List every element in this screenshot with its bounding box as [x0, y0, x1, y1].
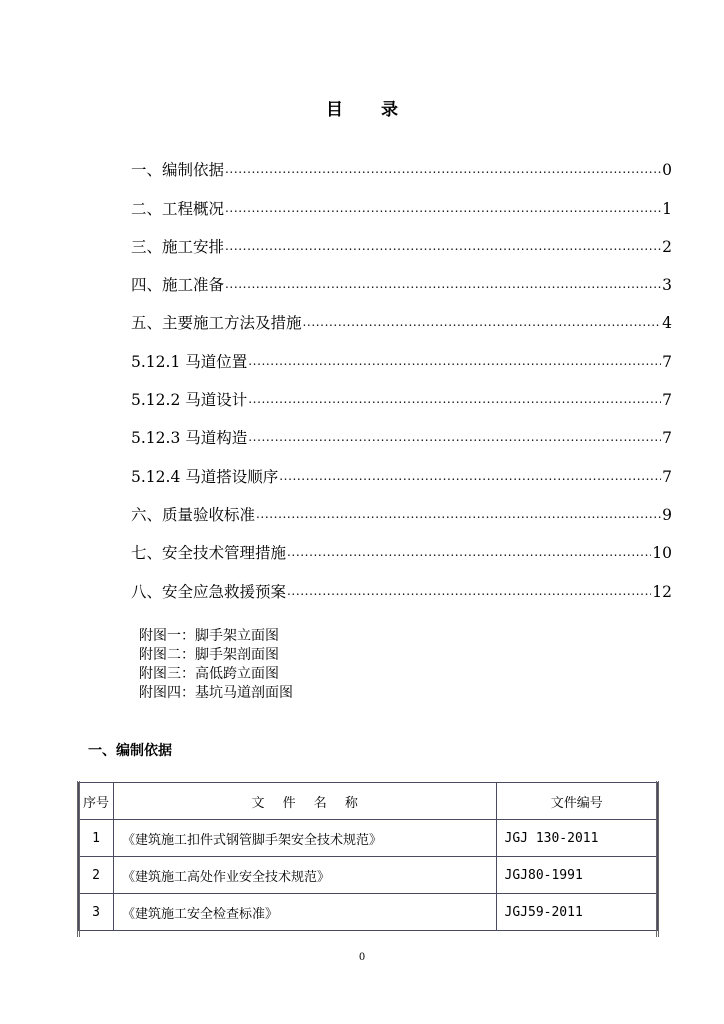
header-name: 文 件 名 称: [113, 783, 496, 820]
toc-entry[interactable]: [131, 142, 672, 180]
toc-entry[interactable]: [131, 219, 672, 257]
section-heading: 一、编制依据: [88, 743, 172, 759]
toc-entry-label: 五、主要施工方法及措施: [131, 314, 302, 333]
toc-entry[interactable]: [131, 563, 672, 601]
toc-entry-label: 5.12.4 马道搭设顺序: [131, 467, 279, 486]
appendix-item: 附图一：脚手架立面图: [139, 628, 279, 644]
toc-leader-dots: [256, 506, 661, 522]
toc-entry-page: 2: [662, 237, 672, 256]
toc-entry-page: 12: [652, 582, 672, 601]
appendix-list: [139, 627, 293, 703]
toc-entry[interactable]: [131, 487, 672, 525]
toc-leader-dots: [248, 391, 661, 407]
cell-no: 1: [79, 820, 114, 857]
toc-entry-label: 5.12.2 马道设计: [131, 391, 248, 410]
cell-name: 《建筑施工扣件式钢管脚手架安全技术规范》: [113, 820, 496, 857]
toc-entry-page: 3: [662, 276, 672, 295]
cell-code: JGJ80-1991: [496, 857, 657, 894]
toc-entry-page: 7: [662, 391, 672, 410]
toc-entry-page: 1: [662, 199, 672, 218]
toc-entry-label: 七、安全技术管理措施: [131, 544, 287, 563]
toc-leader-dots: [287, 583, 651, 599]
cell-code: JGJ 130-2011: [496, 820, 657, 857]
toc-entry[interactable]: [131, 333, 672, 371]
toc-entry-page: 7: [662, 429, 672, 448]
page-number: 0: [358, 952, 366, 963]
toc-entry-label: 5.12.3 马道构造: [131, 429, 248, 448]
toc-entry-label: 5.12.1 马道位置: [131, 352, 248, 371]
toc-title-char-1: 目: [326, 100, 343, 120]
toc-leader-dots: [287, 544, 651, 560]
cell-name: 《建筑施工高处作业安全技术规范》: [113, 857, 496, 894]
toc-entry-label: 二、工程概况: [131, 199, 225, 218]
toc-entry-label: 一、编制依据: [131, 161, 225, 180]
toc-entry-page: 10: [652, 544, 672, 563]
toc-title-char-2: 录: [381, 100, 398, 120]
toc-entry-label: 三、施工安排: [131, 237, 225, 256]
toc-entry[interactable]: [131, 448, 672, 486]
toc-leader-dots: [248, 353, 661, 369]
appendix-item: 附图二：脚手架剖面图: [139, 647, 279, 663]
toc-entry-page: 7: [662, 352, 672, 371]
table-row: [79, 894, 658, 931]
toc-entry-page: 9: [662, 505, 672, 524]
toc-entry[interactable]: [131, 180, 672, 218]
toc-entry[interactable]: [131, 410, 672, 448]
toc-leader-dots: [225, 238, 661, 254]
toc-entry[interactable]: [131, 525, 672, 563]
toc-entry-page: 7: [662, 467, 672, 486]
cell-no: 2: [79, 857, 114, 894]
toc-leader-dots: [279, 468, 661, 484]
toc-entry-label: 八、安全应急救援预案: [131, 582, 287, 601]
header-no: 序号: [79, 783, 114, 820]
toc-entry-label: 六、质量验收标准: [131, 505, 256, 524]
toc-leader-dots: [303, 314, 662, 330]
appendix-item: 附图三：高低跨立面图: [139, 666, 279, 682]
toc-leader-dots: [248, 429, 661, 445]
toc-leader-dots: [225, 200, 661, 216]
toc-entry[interactable]: [131, 295, 672, 333]
cell-name: 《建筑施工安全检查标准》: [113, 894, 496, 931]
reference-documents-table: [78, 782, 658, 931]
table-row: [79, 820, 658, 857]
table-header-row: [79, 783, 658, 820]
cell-no: 3: [79, 894, 114, 931]
table-of-contents: [131, 142, 672, 602]
appendix-item: 附图四：基坑马道剖面图: [139, 685, 293, 701]
toc-entry-page: 0: [662, 161, 672, 180]
table-row: [79, 857, 658, 894]
toc-leader-dots: [225, 161, 661, 177]
header-code: 文件编号: [496, 783, 657, 820]
toc-entry-page: 4: [662, 314, 672, 333]
toc-entry[interactable]: [131, 257, 672, 295]
toc-entry-label: 四、施工准备: [131, 276, 225, 295]
toc-entry[interactable]: [131, 372, 672, 410]
cell-code: JGJ59-2011: [496, 894, 657, 931]
toc-title: [0, 95, 724, 120]
toc-leader-dots: [225, 276, 661, 292]
